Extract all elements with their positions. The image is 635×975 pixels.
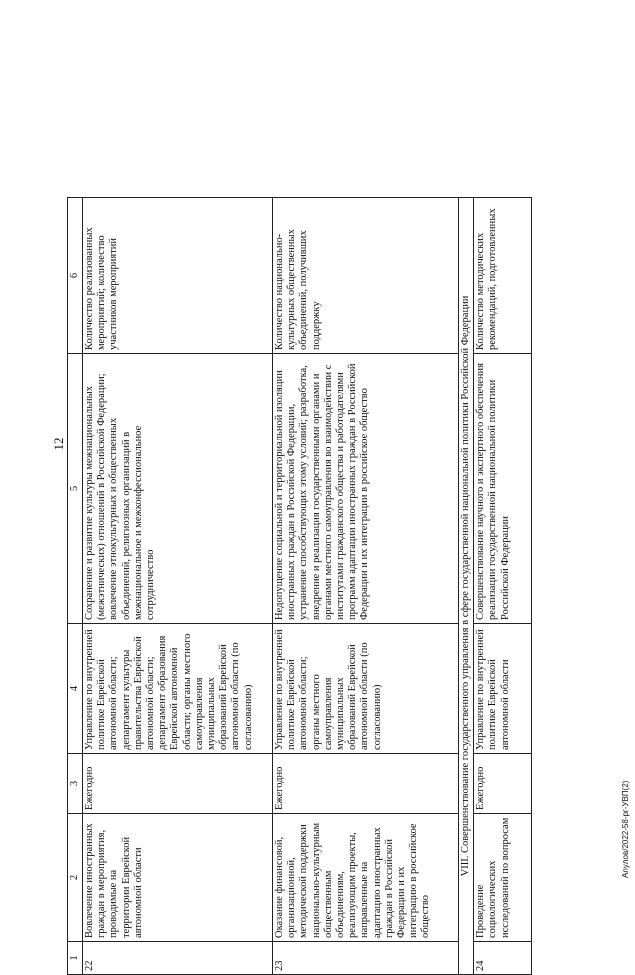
indicator-cell: Количество методических рекомендаций, подготовленных bbox=[474, 198, 532, 354]
row-number: 24 bbox=[474, 942, 532, 975]
event-cell: Проведение социологических исследований по вопросам bbox=[474, 814, 532, 942]
period-cell: Ежегодно bbox=[474, 754, 532, 814]
indicator-cell: Количество национально-культурных общественных объединений, получивших поддержку bbox=[273, 198, 459, 354]
event-cell: Вовлечение иностранных граждан в мероприятия, проводимые на территории Еврейской автономной области bbox=[83, 814, 273, 942]
row-number: 22 bbox=[83, 942, 273, 975]
period-cell: Ежегодно bbox=[83, 754, 273, 814]
section-title: VIII. Совершенствование государственного управления в сфере государственной национальной политики Российской Федерации bbox=[459, 198, 474, 975]
header-row bbox=[68, 198, 83, 975]
result-cell: Совершенствование научного и экспертного обеспечения реализации государственной национальной политики Российской Федерации bbox=[474, 354, 532, 624]
executors-cell: Управление по внутренней политике Еврейской автономной области bbox=[474, 624, 532, 754]
result-cell: Недопущение социальной и территориальной изоляции иностранных граждан в Российской Федерации, устранение способствующих этому условий; разработка, внедрение и реализация государственными органами и органами местного самоуправления во взаимодействии с институтами гражданского общества и работодателями программ адаптации иностранных граждан в Российской Федерации и их интеграции в российское общество bbox=[273, 354, 459, 624]
table-row bbox=[83, 198, 273, 975]
rotated-table-container bbox=[67, 198, 590, 975]
header-cell: 6 bbox=[68, 198, 83, 354]
table-row bbox=[273, 198, 459, 975]
header-cell: 3 bbox=[68, 754, 83, 814]
header-cell: 1 bbox=[68, 942, 83, 975]
document-code: Аnyлов/2022-58-pг-УВП(2) bbox=[621, 780, 630, 878]
measures-table bbox=[67, 197, 532, 975]
executors-cell: Управление по внутренней политике Еврейской автономной области; органы местного самоуправления муниципальных образований Еврейской автономной области (по согласованию) bbox=[273, 624, 459, 754]
header-cell: 2 bbox=[68, 814, 83, 942]
indicator-cell: Количество реализованных мероприятий; количество участников мероприятий bbox=[83, 198, 273, 354]
header-cell: 4 bbox=[68, 624, 83, 754]
header-cell: 5 bbox=[68, 354, 83, 624]
section-row bbox=[459, 198, 474, 975]
table-row bbox=[474, 198, 532, 975]
row-number: 23 bbox=[273, 942, 459, 975]
executors-cell: Управление по внутренней политике Еврейской автономной области; департамент культуры правительства Еврейской автономной области; департамент образования Еврейской автономной области; органы местного самоуправления муниципальных образований Еврейской автономной области (по согласованию) bbox=[83, 624, 273, 754]
period-cell: Ежегодно bbox=[273, 754, 459, 814]
page-number: 12 bbox=[51, 437, 66, 451]
event-cell: Оказание финансовой, организационной, методической поддержки национально-культурным общественным объединениям, реализующим проекты, направленные на адаптацию иностранных граждан в Российской Федерации и их интеграцию в российское общество bbox=[273, 814, 459, 942]
result-cell: Сохранение и развитие культуры межнациональных (межэтнических) отношений в Российской Федерации; вовлечение этнокультурных и общественных объединений, религиозных организаций в межнациональное и межконфессиональное сотрудничество bbox=[83, 354, 273, 624]
